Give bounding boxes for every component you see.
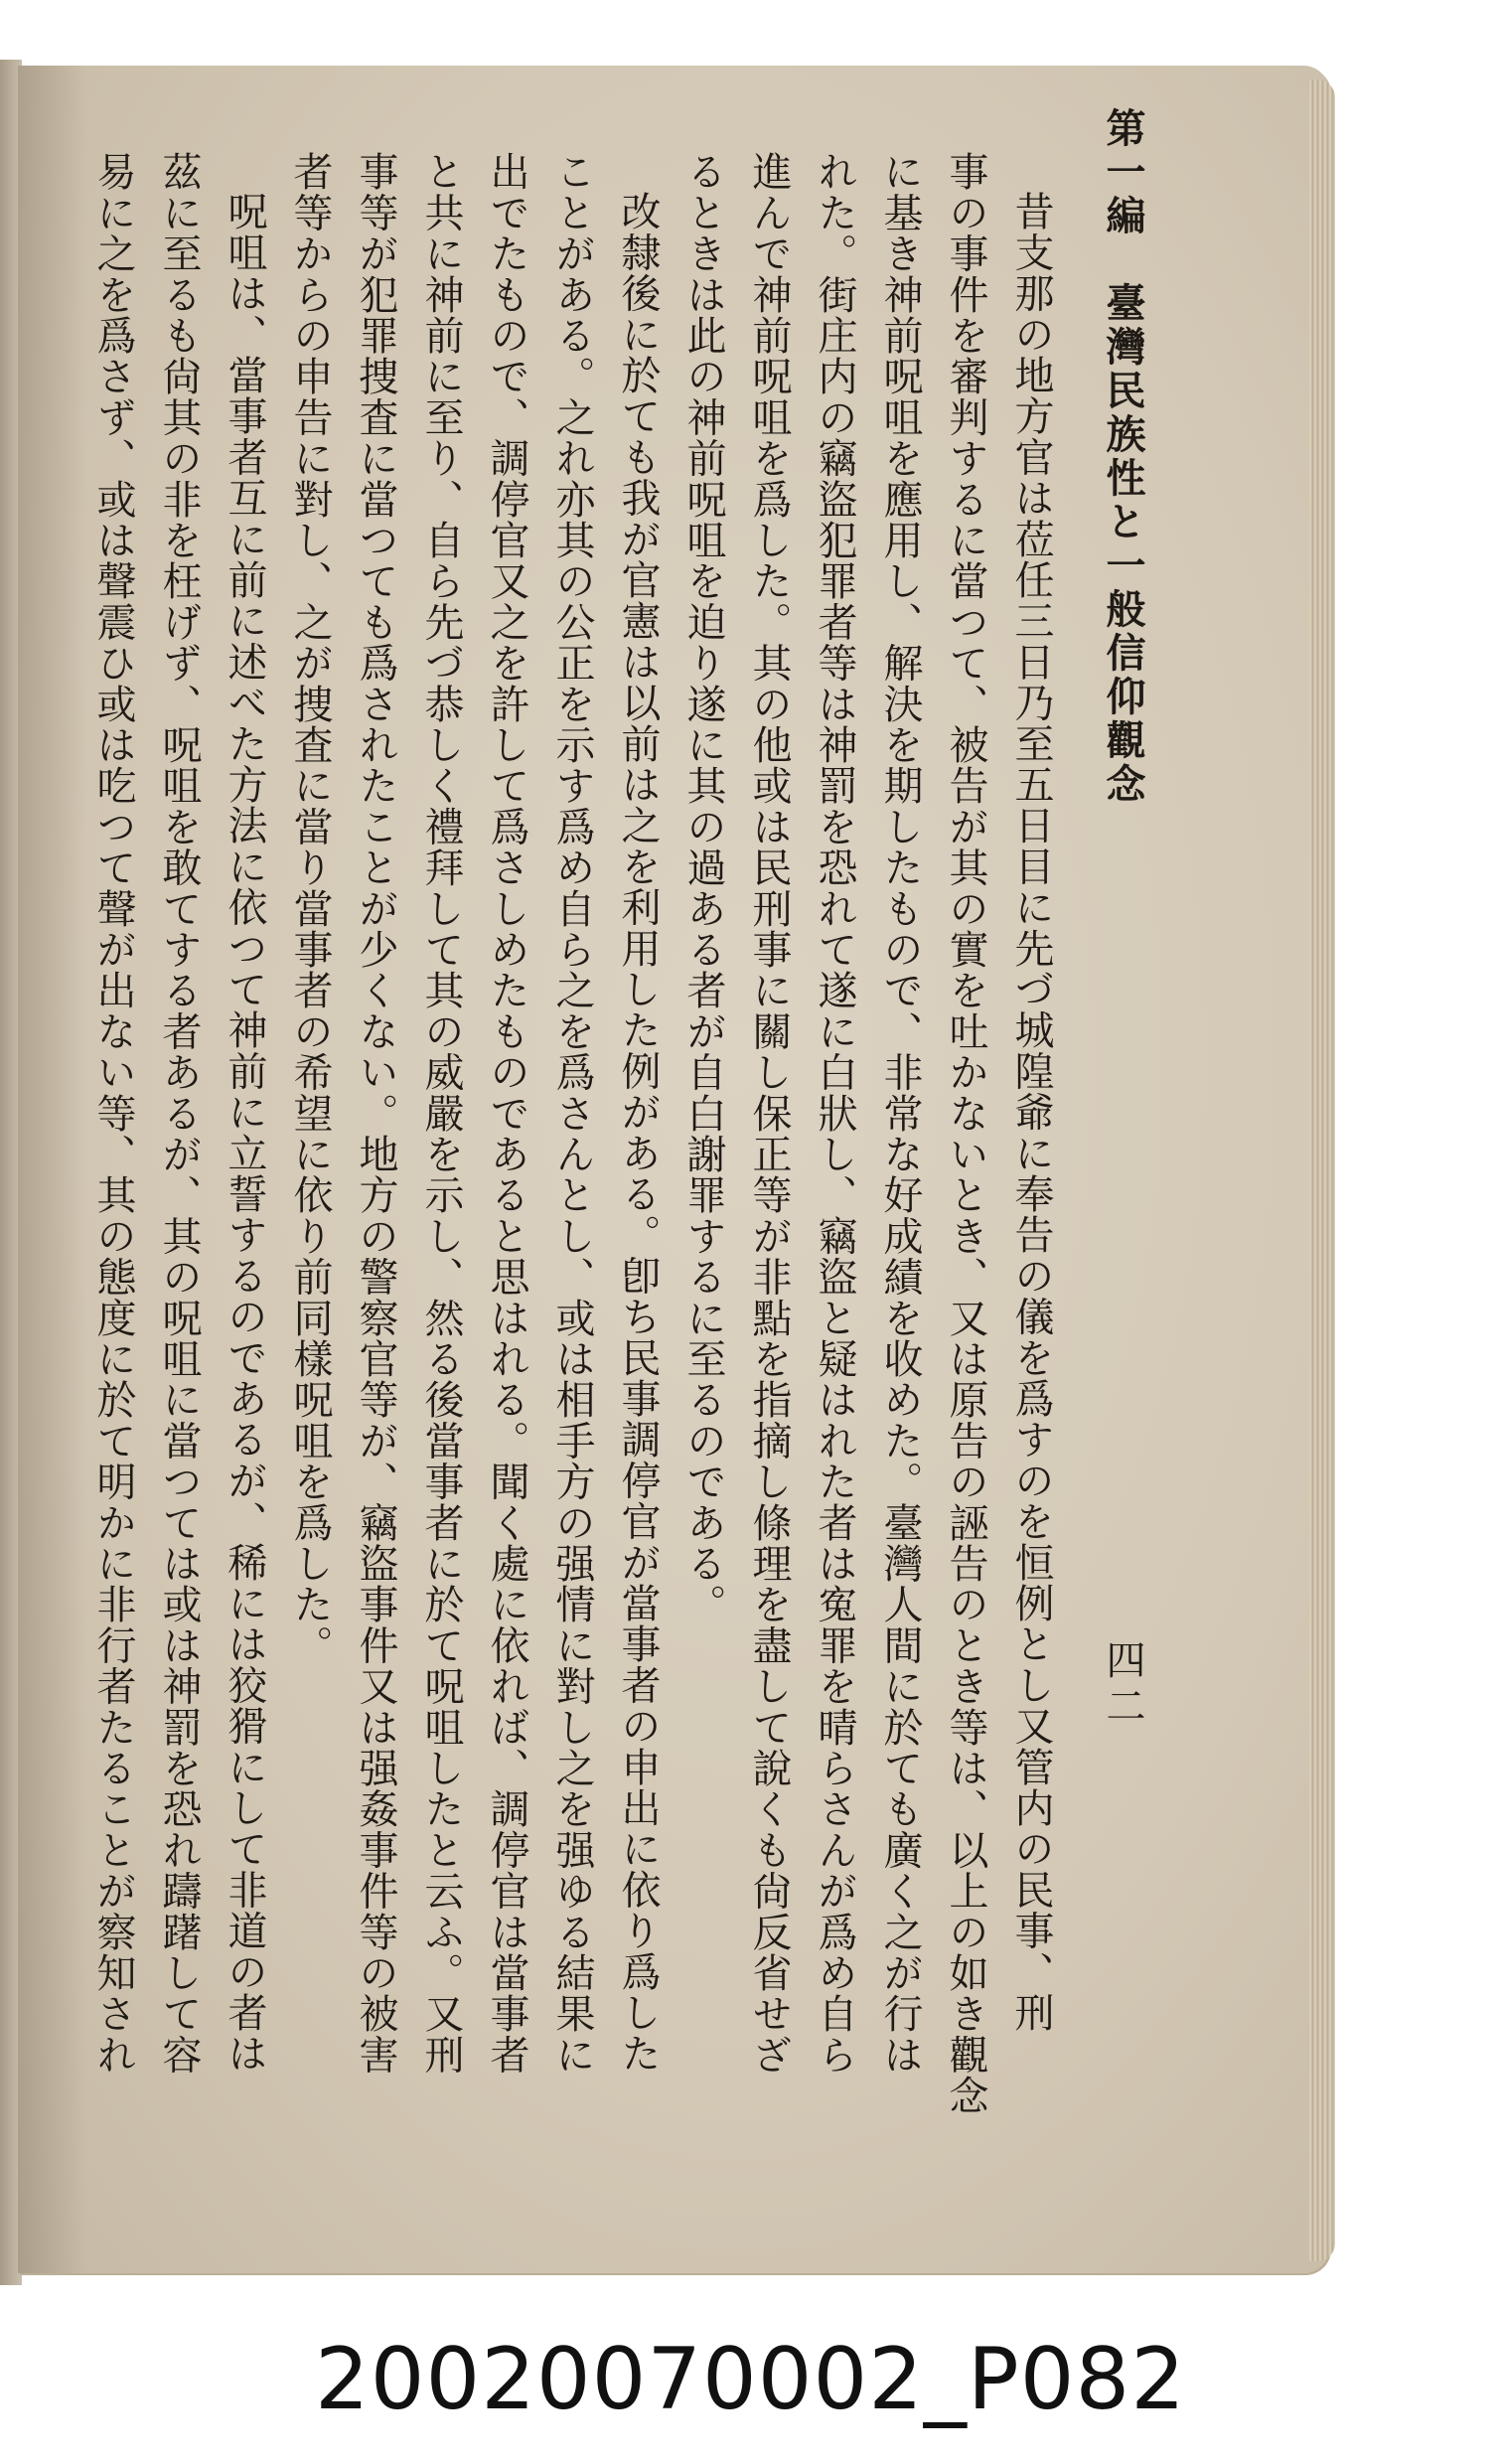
text-line: 進んで神前呪咀を爲した。其の他或は民刑事に關し保正等が非點を指摘し條理を盡して說くも尙反省せざ	[746, 151, 792, 2076]
text-line: 改隸後に於ても我が官憲は以前は之を利用した例がある。卽ち民事調停官が當事者の申出に依り爲した	[615, 191, 661, 2075]
text-line: るときは此の神前呪咀を迫り遂に其の過ある者が自白謝罪するに至るのである。	[680, 151, 726, 1625]
text-line: 呪咀は、當事者互に前に述べた方法に依つて神前に立誓するのであるが、稀には狡猾にして非道の者は	[222, 191, 267, 2075]
text-line: 出でたもので、調停官又之を許して爲さしめたものであると思はれる。聞く處に依れば、調停官は當事者	[484, 151, 529, 2076]
text-line: 者等からの申告に對し、之が捜査に當り當事者の希望に依り前同樣呪咀を爲した。	[287, 151, 333, 1666]
text-line: と共に神前に至り、自ら先づ恭しく禮拜して其の威嚴を示し、然る後當事者に於て呪咀したと云ふ。又刑	[418, 151, 464, 2076]
text-line: 昔支那の地方官は莅任三日乃至五日目に先づ城隍爺に奉告の儀を爲すのを恒例とし又管内の民事、刑	[1008, 191, 1054, 2033]
gutter-shadow	[18, 66, 87, 2273]
accession-id: 20020070002_P082	[315, 2330, 1186, 2429]
text-line: 茲に至るも尙其の非を枉げず、呪咀を敢てする者あるが、其の呪咀に當つては或は神罰を恐れ躊躇して容	[156, 151, 202, 2076]
text-line: 事等が犯罪捜査に當つても爲されたことが少くない。地方の警察官等が、竊盜事件又は强姦事件等の被害	[353, 151, 398, 2076]
page-number: 四二	[1100, 1639, 1145, 1731]
running-head: 第一編 臺灣民族性と一般信仰觀念	[1100, 107, 1146, 807]
text-line: ことがある。之れ亦其の公正を示す爲め自ら之を爲さんとし、或は相手方の强情に對し之を强ゆる結果に	[549, 151, 595, 2076]
page-edge-stack	[1309, 79, 1335, 2261]
text-line: 易に之を爲さず、或は聲震ひ或は吃つて聲が出ない等、其の態度に於て明かに非行者たることが察知され	[90, 151, 136, 2076]
text-line: れた。街庄内の竊盜犯罪者等は神罰を恐れて遂に白狀し、竊盜と疑はれた者は寃罪を晴らさんが爲め自ら	[812, 151, 857, 2076]
text-line: に基き神前呪咀を應用し、解決を期したもので、非常な好成績を收めた。臺灣人間に於ても廣く之が行は	[877, 151, 923, 2076]
text-line: 事の事件を審判するに當つて、被告が其の實を吐かないとき、又は原告の誣告のとき等は、以上の如き觀念	[943, 151, 988, 2116]
